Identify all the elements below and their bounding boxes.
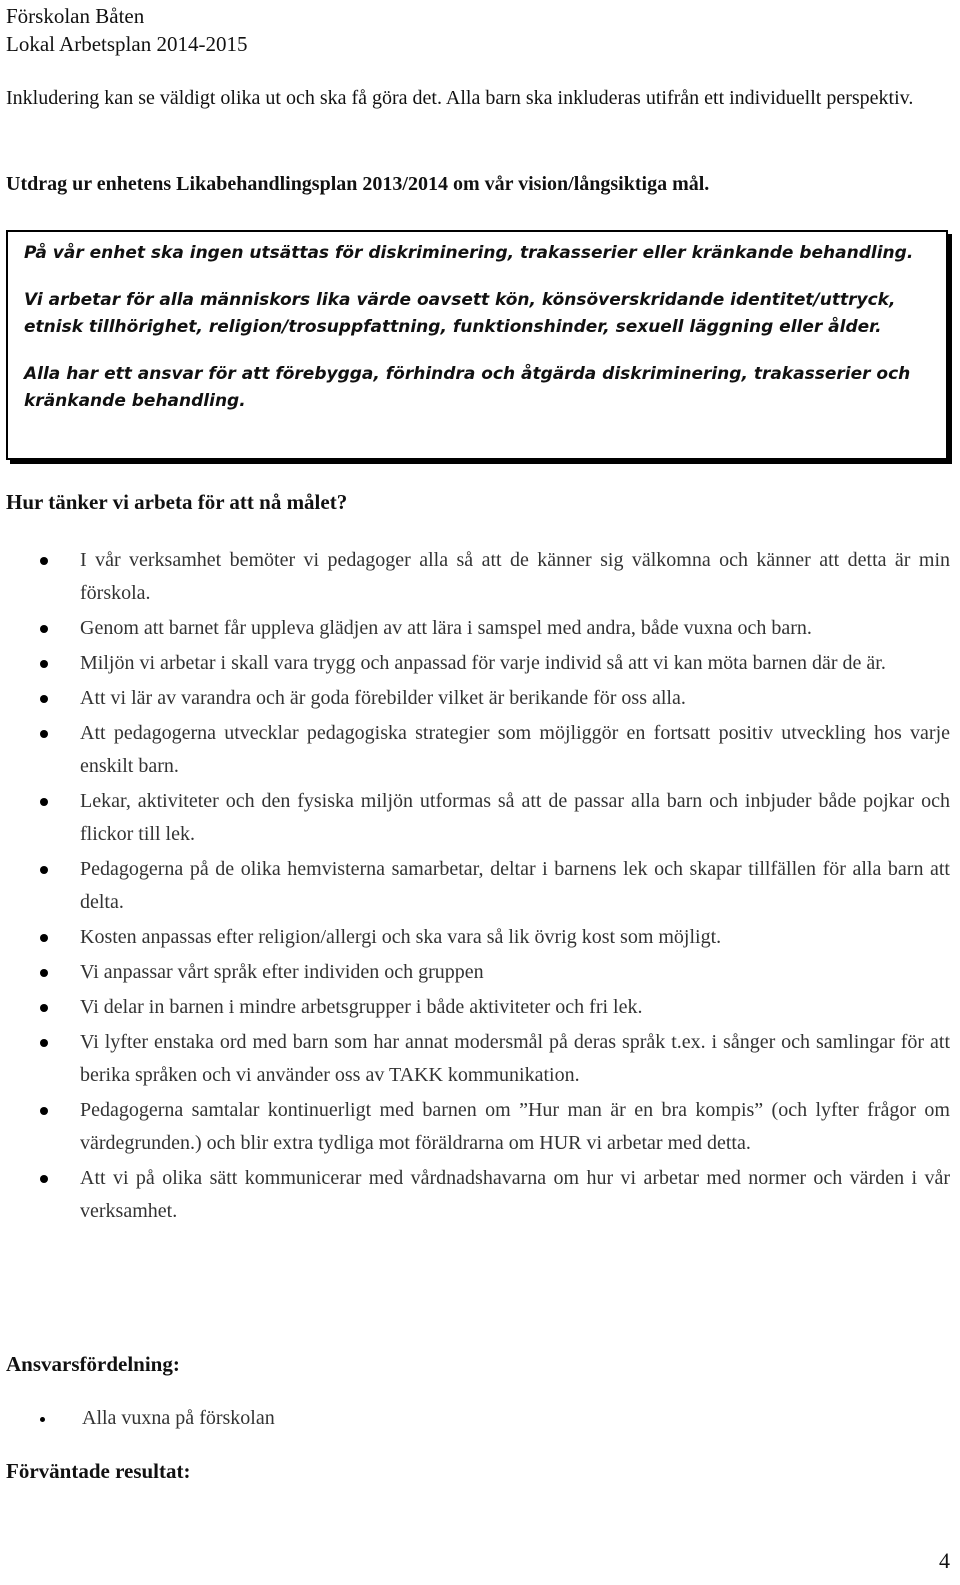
list-item: Vi delar in barnen i mindre arbetsgrupper i både aktiviteter och fri lek. bbox=[0, 991, 950, 1024]
bullet-icon bbox=[40, 1039, 48, 1047]
bullet-icon bbox=[40, 1004, 48, 1012]
bullet-icon bbox=[40, 1107, 48, 1115]
vision-paragraph-1: På vår enhet ska ingen utsättas för diskriminering, trakasserier eller kränkande behandling. bbox=[24, 243, 914, 263]
list-item: Kosten anpassas efter religion/allergi och ska vara så lik övrig kost som möjligt. bbox=[0, 921, 950, 954]
list-item: Lekar, aktiviteter och den fysiska miljön utformas så att de passar alla barn och inbjuder både pojkar och flickor till lek. bbox=[0, 785, 950, 851]
how-heading: Hur tänker vi arbeta för att nå målet? bbox=[6, 490, 348, 514]
bullet-icon bbox=[40, 557, 48, 565]
list-item: Pedagogerna samtalar kontinuerligt med barnen om ”Hur man är en bra kompis” (och lyfter frågor om värdegrunden.) och blir extra tydliga mot föräldrarna om HUR vi arbetar med detta. bbox=[0, 1094, 950, 1160]
school-name: Förskolan Båten bbox=[6, 4, 145, 28]
bullet-icon bbox=[40, 1175, 48, 1183]
list-item: I vår verksamhet bemöter vi pedagoger alla så att de känner sig välkomna och känner att detta är min förskola. bbox=[0, 544, 950, 610]
expected-heading: Förväntade resultat: bbox=[6, 1459, 191, 1483]
list-item: Genom att barnet får uppleva glädjen av att lära i samspel med andra, både vuxna och barn. bbox=[0, 612, 950, 645]
bullet-icon bbox=[40, 1417, 45, 1422]
list-item: Att pedagogerna utvecklar pedagogiska strategier som möjliggör en fortsatt positiv utveckling hos varje enskilt barn. bbox=[0, 717, 950, 783]
bullet-icon bbox=[40, 695, 48, 703]
list-item: Att vi på olika sätt kommunicerar med vårdnadshavarna om hur vi arbetar med normer och värden i vår verksamhet. bbox=[0, 1162, 950, 1228]
document-header bbox=[6, 2, 247, 58]
bullet-icon bbox=[40, 969, 48, 977]
bullet-icon bbox=[40, 660, 48, 668]
responsibility-heading: Ansvarsfördelning: bbox=[6, 1352, 180, 1376]
vision-box bbox=[6, 230, 948, 460]
bullet-icon bbox=[40, 934, 48, 942]
excerpt-heading: Utdrag ur enhetens Likabehandlingsplan 2013/2014 om vår vision/långsiktiga mål. bbox=[6, 173, 710, 195]
measures-list bbox=[0, 544, 950, 1230]
page-number: 4 bbox=[939, 1548, 950, 1573]
bullet-icon bbox=[40, 625, 48, 633]
responsibility-item: Alla vuxna på förskolan bbox=[82, 1407, 275, 1429]
vision-paragraph-3: Alla har ett ansvar för att förebygga, förhindra och åtgärda diskriminering, trakasserier och kränkande behandling. bbox=[24, 364, 911, 411]
list-item: Miljön vi arbetar i skall vara trygg och anpassad för varje individ så att vi kan möta barnen där de är. bbox=[0, 647, 950, 680]
bullet-icon bbox=[40, 730, 48, 738]
list-item: Pedagogerna på de olika hemvisterna samarbetar, deltar i barnens lek och skapar tillfällen för alla barn att delta. bbox=[0, 853, 950, 919]
bullet-icon bbox=[40, 866, 48, 874]
list-item: Vi lyfter enstaka ord med barn som har annat modersmål på deras språk t.ex. i sånger och samlingar för att berika språken och vi använder oss av TAKK kommunikation. bbox=[0, 1026, 950, 1092]
intro-paragraph: Inkludering kan se väldigt olika ut och ska få göra det. Alla barn ska inkluderas utifrån ett individuellt perspektiv. bbox=[6, 87, 914, 109]
list-item: Vi anpassar vårt språk efter individen och gruppen bbox=[0, 956, 950, 989]
vision-paragraph-2: Vi arbetar för alla människors lika värde oavsett kön, könsöverskridande identitet/uttryck, etnisk tillhörighet, religion/trosuppfattning, funktionshinder, sexuell läggning eller ålder. bbox=[24, 290, 896, 337]
bullet-icon bbox=[40, 798, 48, 806]
list-item: Att vi lär av varandra och är goda förebilder vilket är berikande för oss alla. bbox=[0, 682, 950, 715]
plan-title: Lokal Arbetsplan 2014-2015 bbox=[6, 32, 248, 56]
